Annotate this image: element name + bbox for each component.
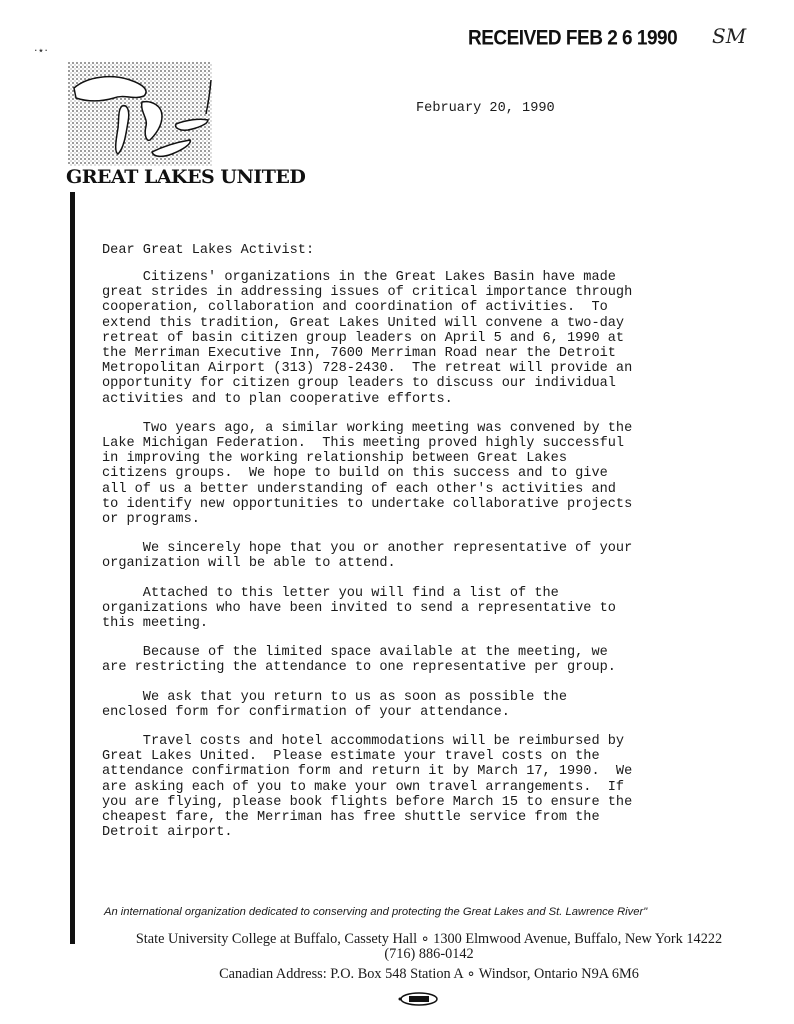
body-paragraph: Attached to this letter you will find a list of the organizations who have been invited to send a representative to this meeting. <box>102 585 616 632</box>
letter-date: February 20, 1990 <box>416 101 555 116</box>
handwritten-initials: SM <box>712 24 747 48</box>
body-paragraph: Citizens' organizations in the Great Lakes Basin have made great strides in addressing issues of critical importance through cooperation, collaboration and coordination of activities. To extend this tradition, Great Lakes United will convene a two-day retreat of basin citizen group leaders on April 5 and 6, 1990 at the Merriman Executive Inn, 7600 Merriman Road near the Detroit Metropolitan Airport (313) 728-2430. The retreat will provide an opportunity for citizen group leaders to discuss our individual activities and to plan cooperative efforts. <box>102 270 633 407</box>
body-paragraph: Travel costs and hotel accommodations will be reimbursed by Great Lakes United. Please estimate your travel costs on the attendance confirmation form and return it by March 17, 1990. We are asking each of you to make your own travel arrangements. If you are flying, please book flights before March 15 to ensure the cheapest fare, the Merriman has free shuttle service from the Detroit airport. <box>102 734 633 841</box>
footer-address: State University College at Buffalo, Cassety Hall ∘ 1300 Elmwood Avenue, Buffalo, New York 14222 <box>135 931 723 947</box>
body-paragraph: Because of the limited space available at the meeting, we are restricting the attendance to one representative per group. <box>102 645 616 676</box>
footer-tagline: An international organization dedicated to conserving and protecting the Great Lakes and St. Lawrence River" <box>104 906 648 918</box>
great-lakes-map-logo <box>68 62 212 166</box>
organization-logo-text: GREAT LAKES UNITED <box>66 166 306 188</box>
body-paragraph: We sincerely hope that you or another representative of your organization will be able to attend. <box>102 541 633 572</box>
received-stamp: RECEIVED FEB 2 6 1990 <box>468 26 678 50</box>
letter-body <box>102 270 702 855</box>
footer-phone: (716) 886-0142 <box>384 946 474 962</box>
letterhead-rule <box>70 192 75 944</box>
union-bug-icon <box>397 992 439 1006</box>
footer-canadian-address: Canadian Address: P.O. Box 548 Station A ∘ Windsor, Ontario N9A 6M6 <box>219 966 639 982</box>
map-stipple <box>68 62 212 166</box>
scan-specks: ·⋆· <box>34 44 48 57</box>
body-paragraph: Two years ago, a similar working meeting was convened by the Lake Michigan Federation. This meeting proved highly successful in improving the working relationship between Great Lakes citizens groups. We hope to build on this success and to give all of us a better understanding of each other's activities and to identify new opportunities to undertake collaborative projects or programs. <box>102 420 633 528</box>
letter-salutation: Dear Great Lakes Activist: <box>102 243 315 258</box>
body-paragraph: We ask that you return to us as soon as possible the enclosed form for confirmation of your attendance. <box>102 689 567 720</box>
